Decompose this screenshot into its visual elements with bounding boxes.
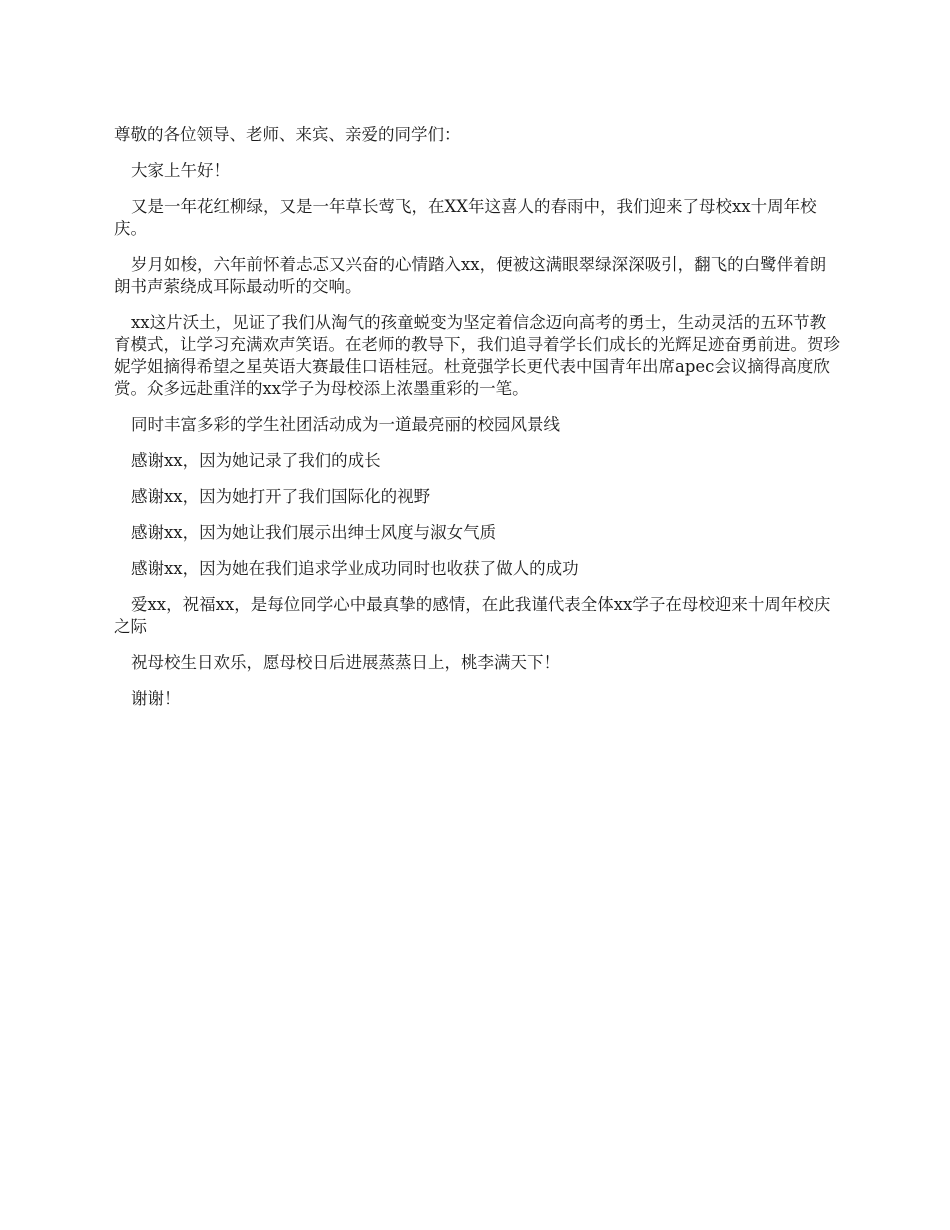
paragraph: 感谢xx，因为她在我们追求学业成功同时也收获了做人的成功 (131, 559, 579, 578)
paragraph: 大家上午好！ (131, 161, 230, 180)
closing-line: 谢谢！ (131, 689, 181, 708)
greeting-line: 尊敬的各位领导、老师、来宾、亲爱的同学们： (114, 125, 461, 144)
paragraph: 感谢xx，因为她让我们展示出绅士风度与淑女气质 (131, 523, 497, 542)
paragraph: 感谢xx，因为她记录了我们的成长 (131, 451, 381, 470)
document-body (114, 124, 840, 724)
paragraph: 又是一年花红柳绿，又是一年草长莺飞，在XX年这喜人的春雨中，我们迎来了母校xx十周年校庆。 (114, 197, 817, 238)
paragraph: xx这片沃土，见证了我们从淘气的孩童蜕变为坚定着信念迈向高考的勇士，生动灵活的五环节教育模式，让学习充满欢声笑语。在老师的教导下，我们追寻着学长们成长的光辉足迹奋勇前进。贺珍妮学姐摘得希望之星英语大赛最佳口语桂冠。杜竟强学长更代表中国青年出席apec会议摘得高度欣赏。众多远赴重洋的xx学子为母校添上浓墨重彩的一笔。 (114, 313, 840, 398)
paragraph: 岁月如梭，六年前怀着忐忑又兴奋的心情踏入xx，便被这满眼翠绿深深吸引，翻飞的白鹭伴着朗朗书声萦绕成耳际最动听的交响。 (114, 255, 827, 296)
paragraph: 感谢xx，因为她打开了我们国际化的视野 (131, 487, 431, 506)
paragraph: 同时丰富多彩的学生社团活动成为一道最亮丽的校园风景线 (131, 415, 560, 434)
paragraph: 祝母校生日欢乐，愿母校日后进展蒸蒸日上，桃李满天下！ (131, 653, 560, 672)
paragraph: 爱xx，祝福xx，是每位同学心中最真挚的感情，在此我谨代表全体xx学子在母校迎来十周年校庆之际 (114, 595, 831, 636)
